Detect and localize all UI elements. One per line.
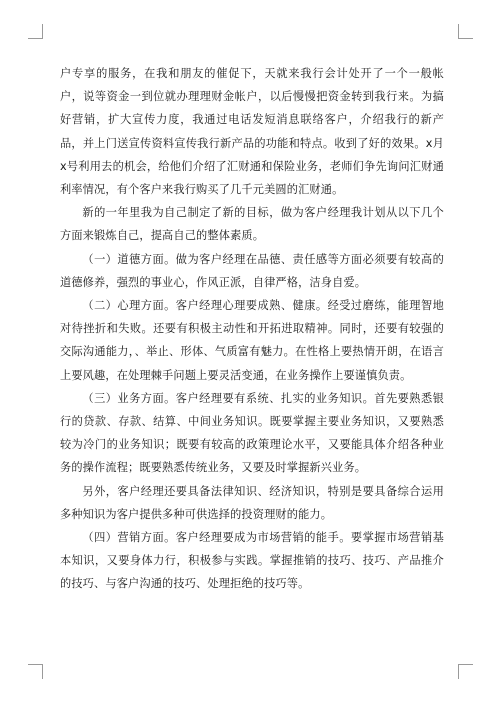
crop-mark-bottom-right bbox=[458, 664, 473, 679]
paragraph-business: （三）业务方面。客户经理要有系统、扎实的业务知识。首先要熟悉银行的贷款、存款、结算、中间业务知识。既要掌握主要业务知识，又要熟悉较为冷门的业务知识；既要有较高的政策理论水平，又要能具体介绍各种业务的操作流程；既要熟悉传统业务，又要及时掌握新兴业务。 bbox=[60, 391, 444, 475]
paragraph-marketing: （四）营销方面。客户经理要成为市场营销的能手。要掌握市场营销基本知识，又要身体力行，积极参与实践。掌握推销的技巧、技巧、产品推介的技巧、与客户沟通的技巧、处理拒绝的技巧等。 bbox=[60, 531, 444, 591]
document-body bbox=[60, 62, 444, 596]
paragraph-psychology: （二）心理方面。客户经理心理要成熟、健康。经受过磨练，能理智地对待挫折和失败。还要有积极主动性和开拓进取精神。同时，还要有较强的交际沟通能力，、举止、形体、气质富有魅力。在性格上要热情开朗，在语言上要风趣，在处理棘手问题上要灵活变通，在业务操作上要谨慎负责。 bbox=[60, 299, 444, 382]
crop-mark-top-left bbox=[28, 24, 43, 39]
paragraph-continued-text: 户专享的服务，在我和朋友的催促下，天就来我行会计处开了一个一般帐户，说等资金一到位就办理理财金帐户，以后慢慢把资金转到我行来。为搞好营销，扩大宣传力度，我通过电话发短消息联络客户，介绍我行的新产品，并上门送宣传资料宣传我行新产品的功能和特点。收到了好的效果。x月x号利用去的机会，给他们介绍了汇财通和保险业务，老师们争先询问汇财通利率情况，有个客户来我行购买了几千元美圆的汇财通。 bbox=[60, 67, 444, 197]
paragraph-new-year-goals: 新的一年里我为自己制定了新的目标，做为客户经理我计划从以下几个方面来锻炼自己，提高自己的整体素质。 bbox=[60, 206, 444, 243]
paragraph-morality: （一）道德方面。做为客户经理在品德、责任感等方面必须要有较高的道德修养，强烈的事业心，作风正派，自律严格，洁身自爱。 bbox=[60, 252, 444, 289]
crop-mark-bottom-left bbox=[28, 664, 43, 679]
crop-mark-top-right bbox=[458, 24, 473, 39]
paragraph-additional-knowledge: 另外，客户经理还要具备法律知识、经济知识，特别是要具备综合运用多种知识为客户提供多种可供选择的投资理财的能力。 bbox=[60, 484, 444, 521]
